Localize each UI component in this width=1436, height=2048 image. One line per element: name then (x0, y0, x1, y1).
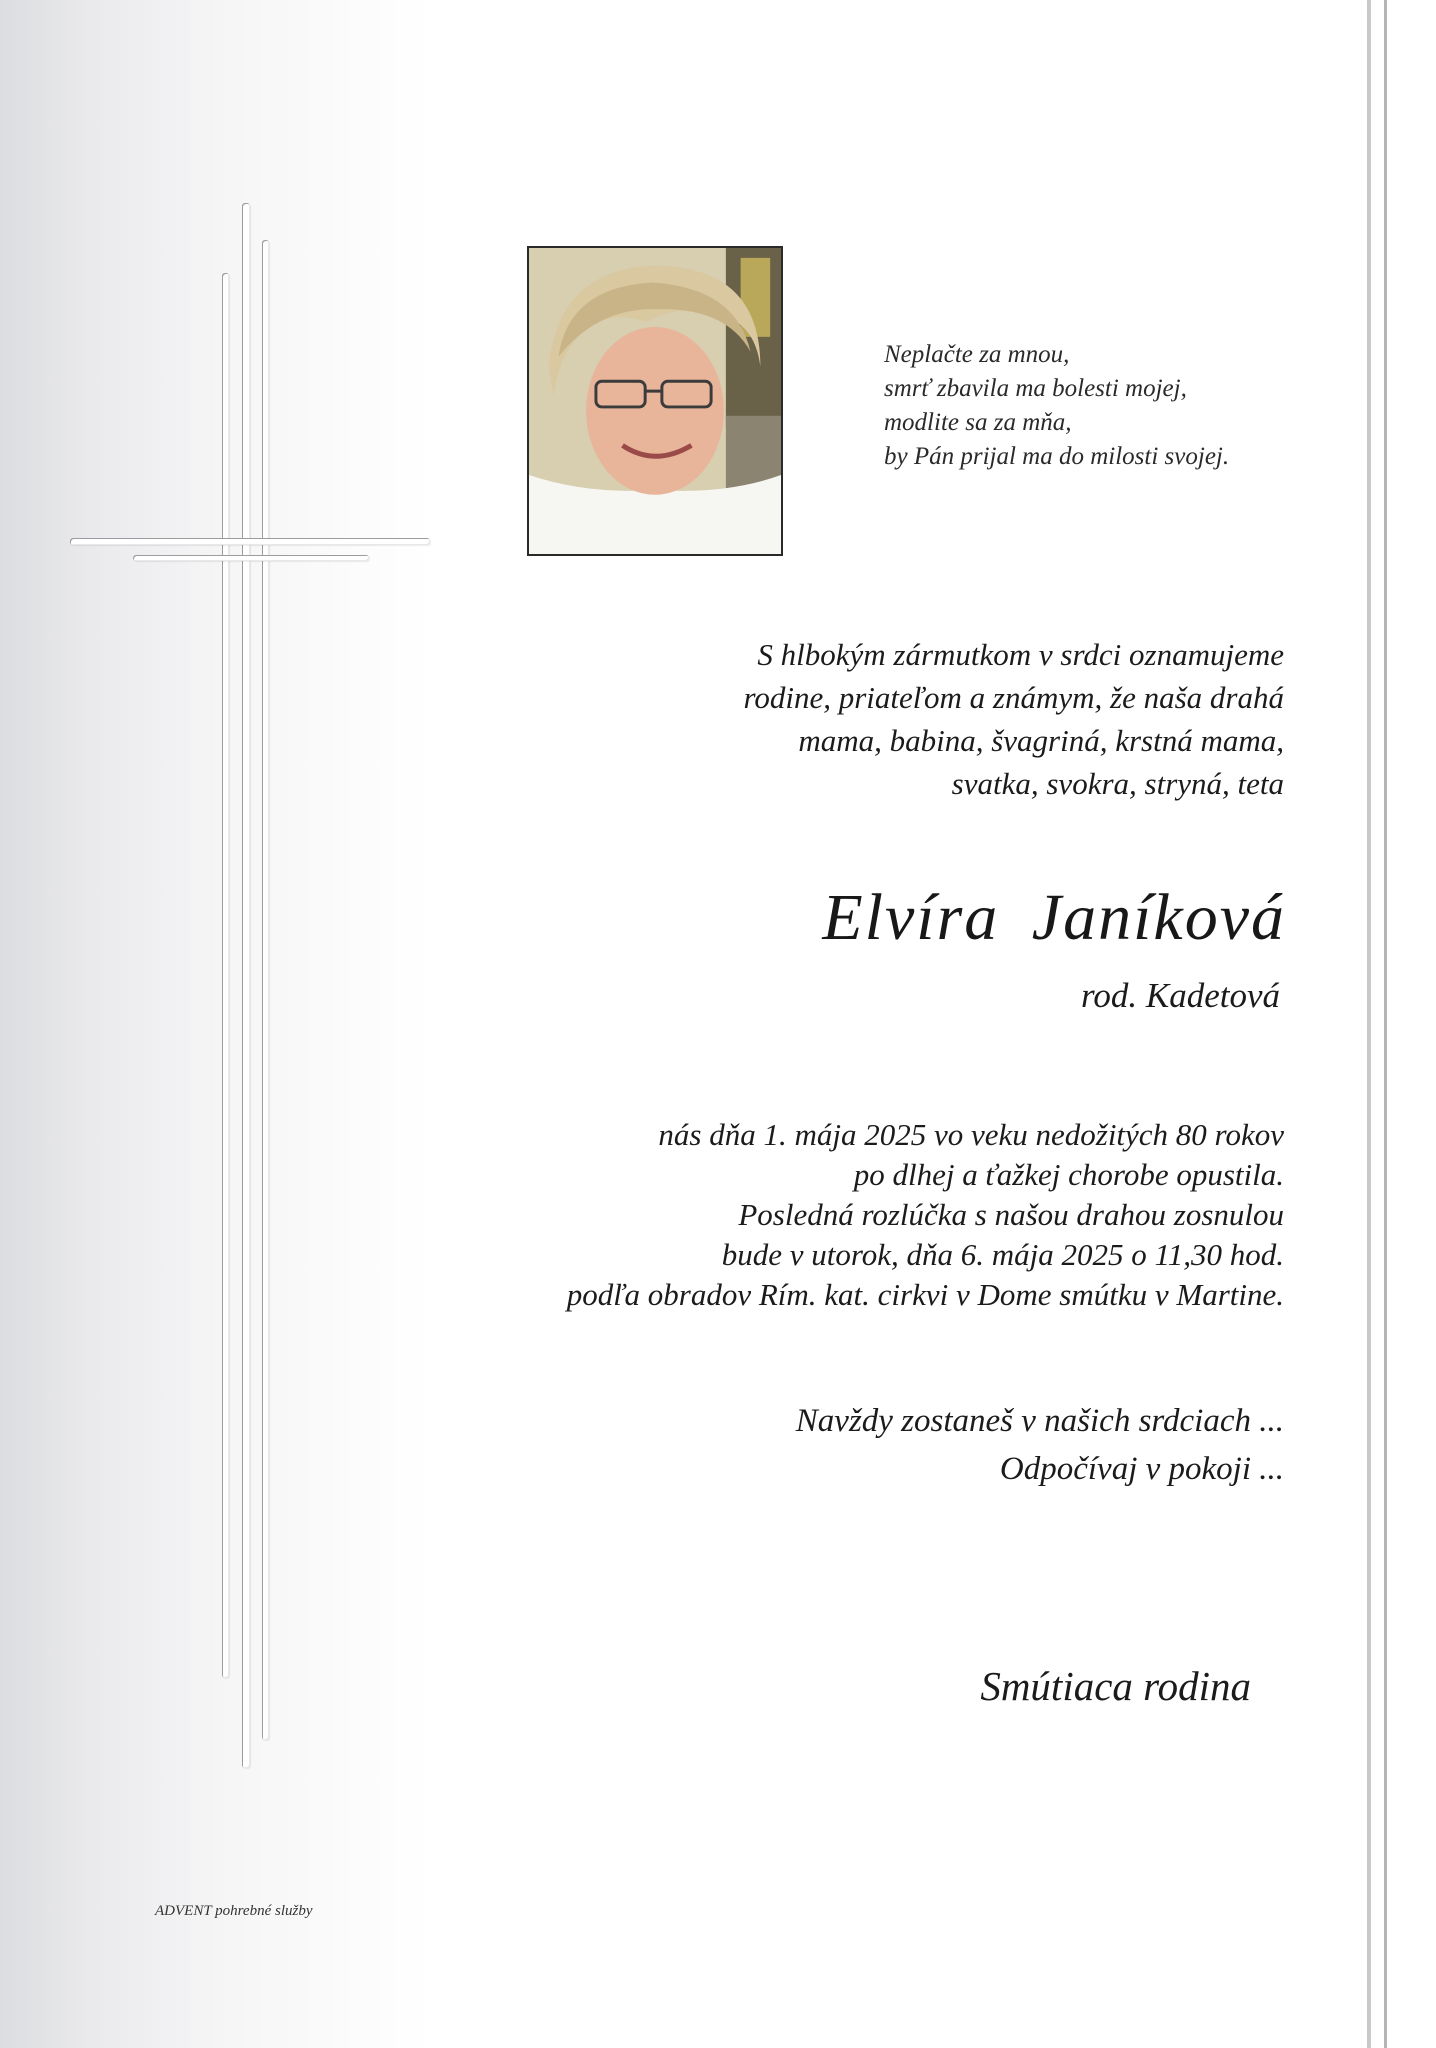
portrait-image (529, 248, 781, 554)
verse-block (884, 338, 1229, 474)
announcement-block (743, 633, 1284, 805)
cross-horizontal-bar-lower (133, 555, 369, 561)
announcement-line: svatka, svokra, stryná, teta (951, 766, 1284, 801)
maiden-name: rod. Kadetová (1081, 976, 1280, 1015)
verse-line: Neplačte za mnou, (884, 341, 1070, 368)
announcement-line: rodine, priateľom a známym, že naša drahá (743, 680, 1284, 715)
farewell-line: Odpočívaj v pokoji ... (999, 1451, 1284, 1487)
farewell-line: Navždy zostaneš v našich srdciach ... (795, 1403, 1284, 1439)
details-line: nás dňa 1. mája 2025 vo veku nedožitých 80 rokov (658, 1117, 1284, 1152)
funeral-service-footer: ADVENT pohrebné služby (155, 1903, 313, 1919)
right-border-line-inner (1384, 0, 1387, 2048)
signature: Smútiaca rodina (980, 1663, 1251, 1709)
cross-vertical-bar-main (242, 203, 250, 1768)
details-line: Posledná rozlúčka s našou drahou zosnulou (738, 1197, 1284, 1232)
cross-horizontal-bar-upper (70, 538, 430, 545)
right-border-line (1367, 0, 1371, 2048)
details-line: po dlhej a ťažkej chorobe opustila. (853, 1157, 1284, 1192)
cross-vertical-bar-left (222, 273, 229, 1678)
announcement-line: mama, babina, švagriná, krstná mama, (798, 723, 1284, 758)
farewell-block (796, 1397, 1284, 1493)
verse-line: smrť zbavila ma bolesti mojej, (884, 375, 1187, 402)
deceased-name: Elvíra Janíková (822, 881, 1286, 954)
details-line: bude v utorok, dňa 6. mája 2025 o 11,30 hod. (721, 1237, 1284, 1272)
verse-line: modlite sa za mňa, (884, 409, 1072, 436)
announcement-line: S hlbokým zármutkom v srdci oznamujeme (757, 637, 1284, 672)
portrait-photo (527, 246, 783, 556)
cross-vertical-bar-right (262, 240, 269, 1740)
details-line: podľa obradov Rím. kat. cirkvi v Dome smútku v Martine. (566, 1277, 1284, 1312)
details-block (567, 1115, 1284, 1315)
verse-line: by Pán prijal ma do milosti svojej. (884, 443, 1230, 470)
